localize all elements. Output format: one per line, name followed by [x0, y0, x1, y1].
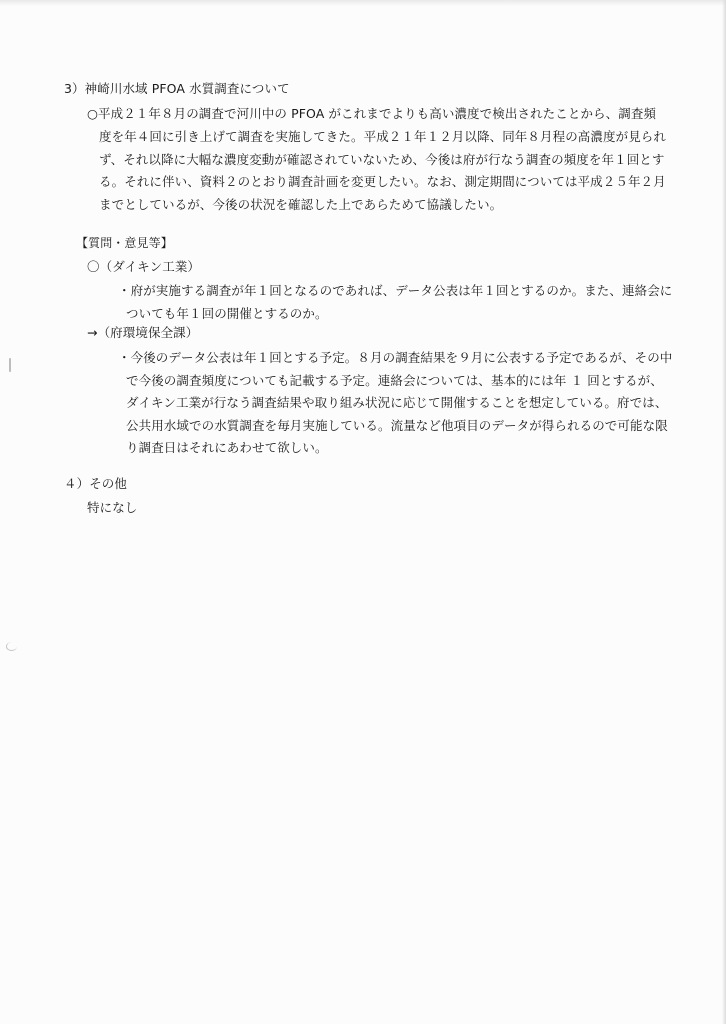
section3-paragraph-line: ず、それ以降に大幅な濃度変動が確認されていないため、今後は府が行なう調査の頻度を年１回とす [99, 152, 665, 167]
scan-edge-right [722, 0, 726, 1024]
answer-speaker: →（府環境保全課） [87, 325, 199, 340]
section3-paragraph-line: 度を年４回に引き上げて調査を実施してきた。平成２１年１２月以降、同年８月程の高濃度が見られ [99, 129, 667, 144]
answer-line: り調査日はそれにあわせて欲しい。 [126, 440, 328, 455]
section4-title: ４）その他 [64, 476, 128, 491]
question-line: ついても年１回の開催とするのか。 [126, 306, 328, 321]
scan-speck [6, 642, 17, 651]
answer-line: で今後の調査頻度についても記載する予定。連絡会については、基本的には年 １ 回とするが、 [126, 373, 663, 388]
section3-paragraph-line: ○平成２１年８月の調査で河川中の PFOA がこれまでよりも高い濃度で検出されたことから、調査頻 [87, 106, 657, 121]
question-line: ・府が実施する調査が年１回となるのであれば、データ公表は年１回とするのか。また、連絡会に [118, 283, 673, 298]
section3-paragraph-line: る。それに伴い、資料２のとおり調査計画を変更したい。なお、測定期間については平成２５年２月 [99, 174, 666, 189]
answer-line: ・今後のデータ公表は年１回とする予定。８月の調査結果を９月に公表する予定であるが、その中 [118, 350, 673, 365]
scan-edge-top [0, 0, 726, 6]
answer-line: ダイキン工業が行なう調査結果や取り組み状況に応じて開催することを想定している。府では、 [126, 395, 668, 410]
section3-title: 3）神崎川水域 PFOA 水質調査について [64, 81, 290, 96]
section3-paragraph-line: までとしているが、今後の状況を確認した上であらためて協議したい。 [99, 197, 503, 212]
question-speaker: 〇（ダイキン工業） [87, 259, 201, 274]
section4-body: 特になし [87, 500, 138, 515]
qa-heading: 【質問・意見等】 [76, 236, 173, 250]
scan-speck [9, 358, 11, 372]
answer-line: 公共用水域での水質調査を毎月実施している。流量など他項目のデータが得られるので可能な限 [126, 418, 668, 433]
